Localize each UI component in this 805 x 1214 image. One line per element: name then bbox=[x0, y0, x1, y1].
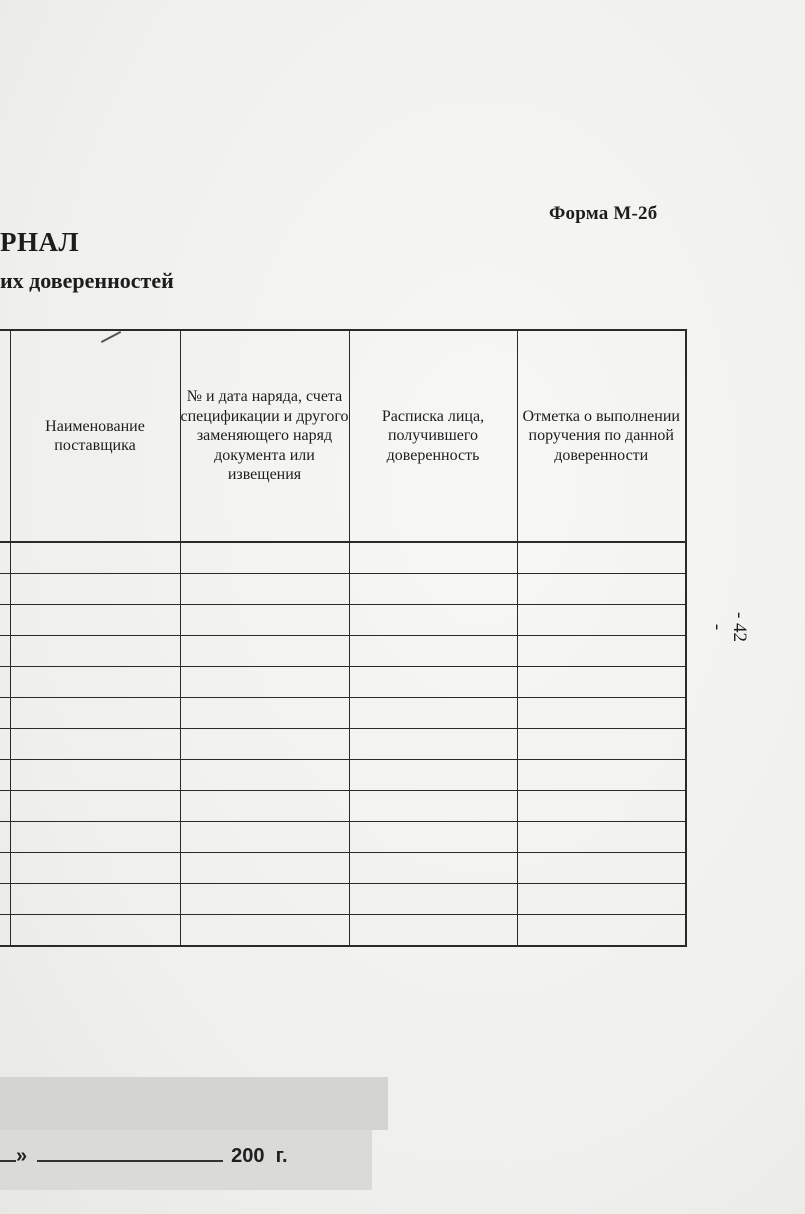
table-cell[interactable] bbox=[349, 667, 517, 698]
table-cell[interactable] bbox=[349, 542, 517, 574]
table-cell[interactable] bbox=[349, 915, 517, 947]
quote-close: » bbox=[16, 1145, 28, 1167]
table-cell[interactable] bbox=[349, 605, 517, 636]
journal-title: РНАЛ bbox=[0, 227, 80, 257]
table-cell[interactable] bbox=[180, 605, 349, 636]
table-cell[interactable] bbox=[0, 636, 10, 667]
table-cell[interactable] bbox=[10, 915, 180, 947]
table-cell[interactable] bbox=[349, 574, 517, 605]
table-cell[interactable] bbox=[180, 729, 349, 760]
table-row bbox=[0, 853, 686, 884]
table-row bbox=[0, 729, 686, 760]
month-blank[interactable] bbox=[37, 1142, 223, 1162]
table-cell[interactable] bbox=[517, 884, 686, 915]
table-cell[interactable] bbox=[10, 542, 180, 574]
table-cell[interactable] bbox=[517, 791, 686, 822]
table-cell[interactable] bbox=[180, 853, 349, 884]
table-cell[interactable] bbox=[0, 542, 10, 574]
column-header-truncated bbox=[0, 330, 10, 542]
table-row bbox=[0, 698, 686, 729]
table-cell[interactable] bbox=[0, 729, 10, 760]
redacted-band bbox=[0, 1077, 388, 1130]
table-row bbox=[0, 542, 686, 574]
table-cell[interactable] bbox=[180, 760, 349, 791]
table-row bbox=[0, 574, 686, 605]
table-cell[interactable] bbox=[10, 822, 180, 853]
table-row bbox=[0, 605, 686, 636]
table-cell[interactable] bbox=[349, 822, 517, 853]
table-cell[interactable] bbox=[10, 667, 180, 698]
table-cell[interactable] bbox=[517, 667, 686, 698]
table-cell[interactable] bbox=[517, 915, 686, 947]
table-cell[interactable] bbox=[180, 698, 349, 729]
table-cell[interactable] bbox=[0, 667, 10, 698]
table-cell[interactable] bbox=[10, 884, 180, 915]
table-cell[interactable] bbox=[0, 884, 10, 915]
table-cell[interactable] bbox=[349, 729, 517, 760]
table-row bbox=[0, 667, 686, 698]
table-cell[interactable] bbox=[0, 791, 10, 822]
form-label: Форма М-2б bbox=[549, 203, 658, 224]
table-body bbox=[0, 542, 686, 946]
table-cell[interactable] bbox=[349, 791, 517, 822]
table-cell[interactable] bbox=[0, 915, 10, 947]
table-cell[interactable] bbox=[0, 574, 10, 605]
table-cell[interactable] bbox=[0, 853, 10, 884]
table-cell[interactable] bbox=[349, 853, 517, 884]
table-cell[interactable] bbox=[180, 915, 349, 947]
table-cell[interactable] bbox=[10, 760, 180, 791]
table-cell[interactable] bbox=[0, 605, 10, 636]
table-cell[interactable] bbox=[180, 884, 349, 915]
table-cell[interactable] bbox=[180, 542, 349, 574]
table-header-row bbox=[0, 330, 686, 542]
table-row bbox=[0, 822, 686, 853]
date-line bbox=[0, 1142, 288, 1168]
table-cell[interactable] bbox=[0, 760, 10, 791]
year-label: 200 bbox=[231, 1145, 265, 1167]
table-cell[interactable] bbox=[0, 698, 10, 729]
table-cell[interactable] bbox=[517, 729, 686, 760]
table-cell[interactable] bbox=[180, 791, 349, 822]
table-cell[interactable] bbox=[349, 884, 517, 915]
table-row bbox=[0, 884, 686, 915]
column-header-recipient-signature: Расписка лица, получившего доверенность bbox=[349, 330, 517, 542]
table-cell[interactable] bbox=[517, 574, 686, 605]
journal-table bbox=[0, 329, 687, 947]
table-cell[interactable] bbox=[517, 605, 686, 636]
column-header-order-document: № и дата наряда, счета спецификации и другого заменяющего наряд документа или извещения bbox=[180, 330, 349, 542]
table-row bbox=[0, 760, 686, 791]
table-cell[interactable] bbox=[517, 698, 686, 729]
table-cell[interactable] bbox=[10, 636, 180, 667]
table-cell[interactable] bbox=[180, 574, 349, 605]
table-cell[interactable] bbox=[349, 760, 517, 791]
day-blank[interactable] bbox=[0, 1142, 16, 1162]
table-cell[interactable] bbox=[180, 636, 349, 667]
table-cell[interactable] bbox=[0, 822, 10, 853]
table-cell[interactable] bbox=[517, 822, 686, 853]
table-cell[interactable] bbox=[10, 853, 180, 884]
table-cell[interactable] bbox=[180, 822, 349, 853]
page-number: - 42 - bbox=[707, 611, 750, 643]
table-cell[interactable] bbox=[10, 698, 180, 729]
table-cell[interactable] bbox=[10, 729, 180, 760]
table-cell[interactable] bbox=[517, 760, 686, 791]
table-cell[interactable] bbox=[349, 636, 517, 667]
table-cell[interactable] bbox=[180, 667, 349, 698]
table-cell[interactable] bbox=[10, 791, 180, 822]
table-row bbox=[0, 915, 686, 947]
table-cell[interactable] bbox=[517, 542, 686, 574]
column-header-supplier: Наименование поставщика bbox=[10, 330, 180, 542]
table-cell[interactable] bbox=[517, 853, 686, 884]
table-row bbox=[0, 636, 686, 667]
table-cell[interactable] bbox=[10, 605, 180, 636]
table-cell[interactable] bbox=[10, 574, 180, 605]
year-suffix: г. bbox=[275, 1145, 288, 1167]
table-cell[interactable] bbox=[349, 698, 517, 729]
journal-subtitle: их доверенностей bbox=[0, 268, 174, 293]
table-row bbox=[0, 791, 686, 822]
table-cell[interactable] bbox=[517, 636, 686, 667]
column-header-execution-mark: Отметка о выполнении поручения по данной доверенности bbox=[517, 330, 686, 542]
